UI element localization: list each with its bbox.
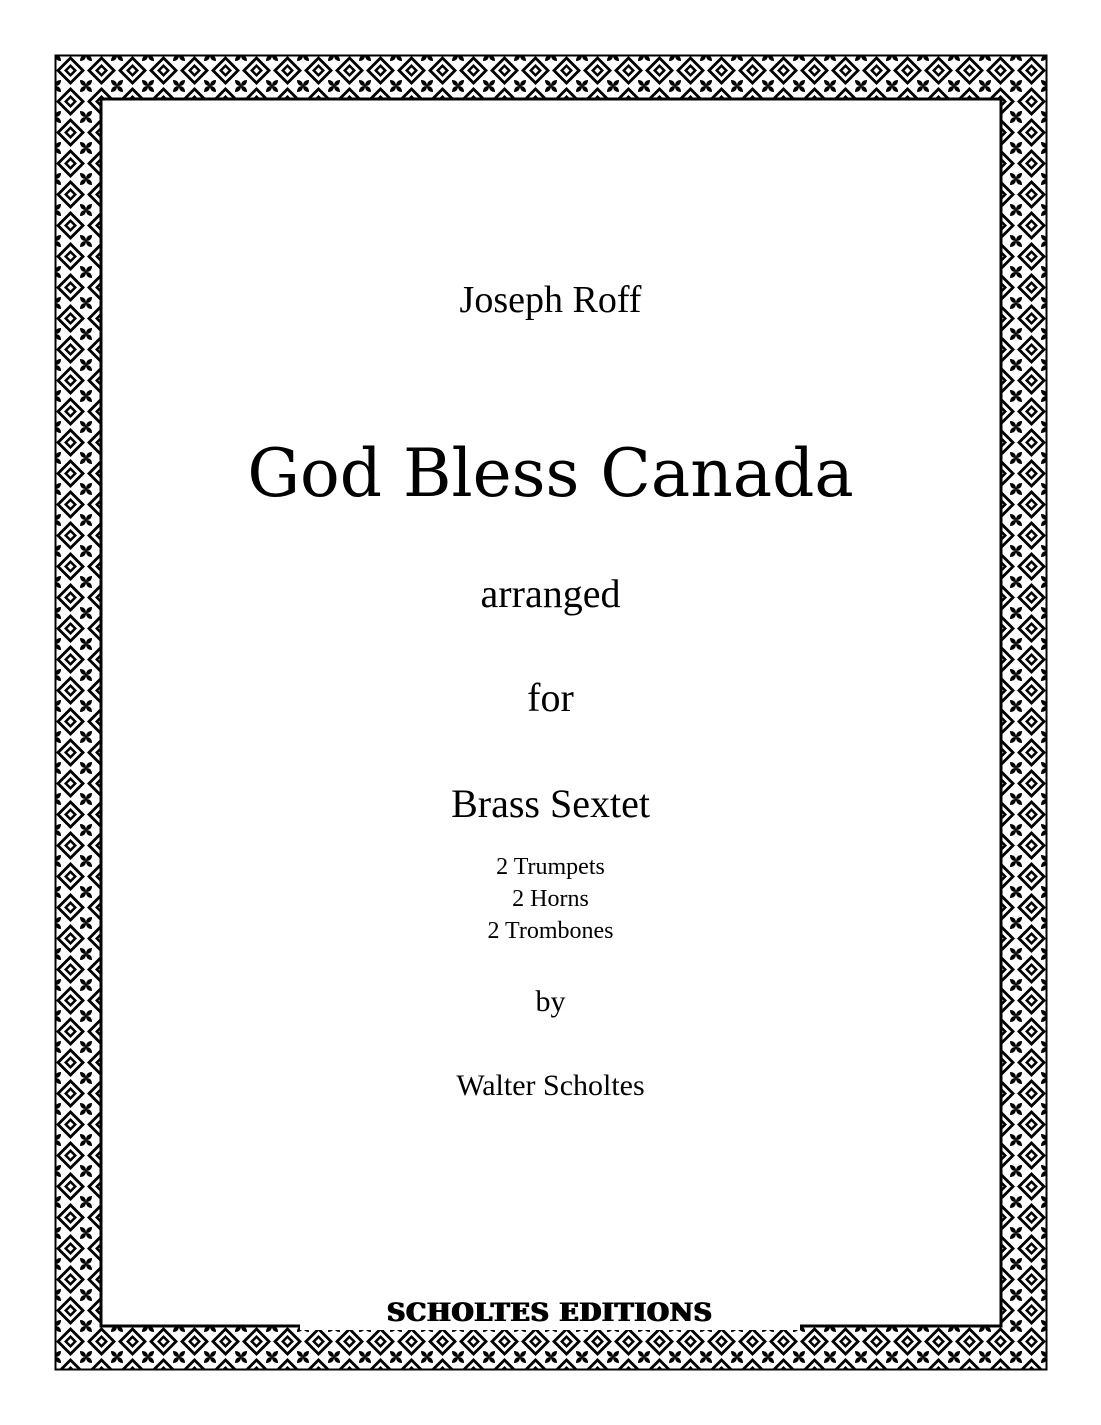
- composer-name: Joseph Roff: [459, 279, 642, 321]
- arranger-name: Walter Scholtes: [456, 1069, 645, 1102]
- arranged-label: arranged: [480, 571, 621, 616]
- by-label: by: [535, 985, 566, 1018]
- instrument-line: 2 Trumpets: [496, 854, 605, 880]
- ensemble-name: Brass Sextet: [451, 781, 650, 826]
- instrument-line: 2 Trombones: [487, 918, 614, 944]
- publisher-logo: SCHOLTES EDITIONS: [300, 1296, 800, 1330]
- page-title: God Bless Canada: [247, 435, 854, 512]
- for-label: for: [527, 675, 574, 720]
- instrument-line: 2 Horns: [512, 886, 589, 912]
